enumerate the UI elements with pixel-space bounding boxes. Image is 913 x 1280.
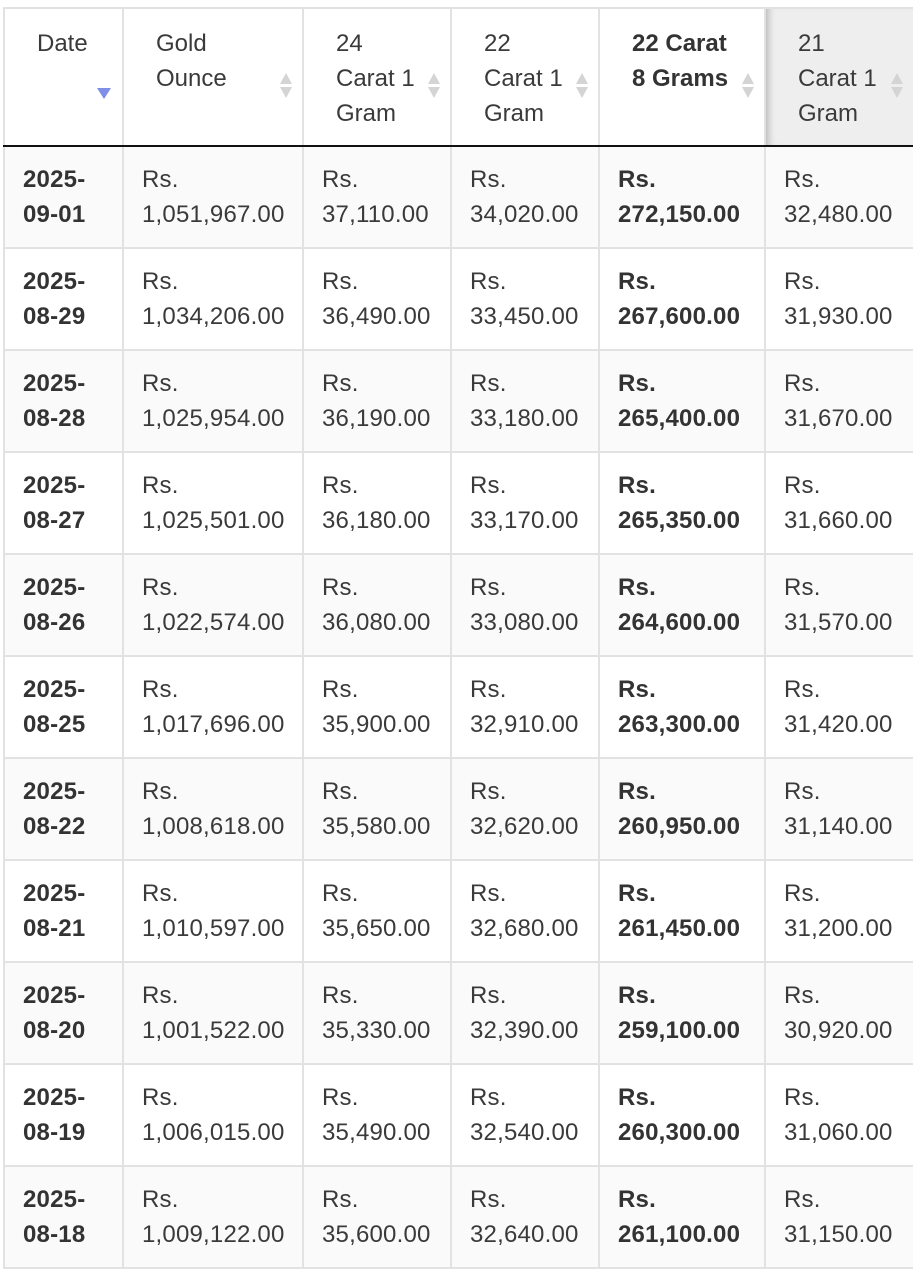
date-cell-line: 2025-	[23, 676, 86, 703]
date-cell	[4, 758, 123, 860]
column-header-label-line: Carat 1	[484, 65, 563, 92]
price-value: 35,600.00	[322, 1221, 431, 1248]
column-header-label-line: Date	[37, 30, 88, 57]
21-carat-cell	[765, 554, 913, 656]
22-carat-8-grams-cell	[599, 962, 765, 1064]
21-carat-cell	[765, 452, 913, 554]
column-header-label-line: Gram	[798, 100, 858, 127]
price-value: 37,110.00	[322, 201, 429, 228]
24-carat-cell	[303, 350, 451, 452]
price-value: 32,680.00	[470, 915, 579, 942]
price-value: 31,200.00	[784, 915, 893, 942]
gold-ounce-cell	[123, 350, 303, 452]
currency-label: Rs.	[322, 268, 359, 295]
currency-label: Rs.	[784, 370, 821, 397]
price-value: 31,060.00	[784, 1119, 893, 1146]
column-header-label	[484, 26, 582, 131]
gold-ounce-cell	[123, 860, 303, 962]
date-cell-line: 08-21	[23, 915, 86, 942]
price-value: 32,480.00	[784, 201, 893, 228]
table-row	[4, 656, 913, 758]
22-carat-8-grams-cell	[599, 656, 765, 758]
price-value: 33,170.00	[470, 507, 579, 534]
price-value: 265,400.00	[618, 405, 741, 432]
date-cell-line: 08-22	[23, 813, 86, 840]
sort-down-arrow-icon	[280, 87, 292, 98]
sort-down-arrow-icon	[742, 87, 754, 98]
21-carat-cell	[765, 248, 913, 350]
sort-both-icon[interactable]	[742, 71, 754, 101]
column-header-label	[336, 26, 434, 131]
currency-label: Rs.	[142, 268, 179, 295]
date-cell-line: 08-27	[23, 507, 86, 534]
date-cell	[4, 350, 123, 452]
gold-ounce-cell	[123, 452, 303, 554]
table-row	[4, 350, 913, 452]
21-carat-cell	[765, 962, 913, 1064]
currency-label: Rs.	[142, 982, 179, 1009]
currency-label: Rs.	[784, 268, 821, 295]
22-carat-8-grams-cell	[599, 146, 765, 248]
22-carat-cell	[451, 452, 599, 554]
price-value: 36,080.00	[322, 609, 431, 636]
currency-label: Rs.	[618, 472, 656, 499]
currency-label: Rs.	[142, 778, 179, 805]
gold-ounce-cell	[123, 758, 303, 860]
sort-both-icon[interactable]	[576, 71, 588, 101]
21-carat-cell	[765, 860, 913, 962]
currency-label: Rs.	[142, 166, 179, 193]
currency-label: Rs.	[618, 370, 656, 397]
date-cell-line: 2025-	[23, 982, 86, 1009]
header-row	[4, 8, 913, 146]
24-carat-cell	[303, 962, 451, 1064]
22-carat-8-grams-cell	[599, 860, 765, 962]
currency-label: Rs.	[142, 370, 179, 397]
column-header-label-line: Carat 1	[798, 65, 877, 92]
table-row	[4, 1166, 913, 1268]
currency-label: Rs.	[784, 472, 821, 499]
sort-up-arrow-icon	[742, 73, 754, 84]
column-header-label-line: Ounce	[156, 65, 227, 92]
price-value: 35,580.00	[322, 813, 431, 840]
sort-down-arrow-icon	[428, 87, 440, 98]
price-value: 272,150.00	[618, 201, 741, 228]
price-value: 33,080.00	[470, 609, 579, 636]
price-value: 260,950.00	[618, 813, 741, 840]
price-value: 35,490.00	[322, 1119, 431, 1146]
currency-label: Rs.	[470, 676, 507, 703]
date-cell-line: 08-29	[23, 303, 86, 330]
price-value: 31,420.00	[784, 711, 893, 738]
21-carat-cell	[765, 656, 913, 758]
price-value: 31,150.00	[784, 1221, 893, 1248]
date-cell-line: 08-28	[23, 405, 86, 432]
21-carat-cell	[765, 146, 913, 248]
price-value: 32,620.00	[470, 813, 579, 840]
sort-up-arrow-icon	[428, 73, 440, 84]
currency-label: Rs.	[784, 166, 821, 193]
21-carat-cell	[765, 1166, 913, 1268]
column-header-21-carat-1-gram[interactable]	[765, 8, 913, 146]
column-header-24-carat-1-gram[interactable]	[303, 8, 451, 146]
date-cell-line: 08-18	[23, 1221, 86, 1248]
currency-label: Rs.	[322, 472, 359, 499]
price-value: 1,009,122.00	[142, 1221, 285, 1248]
24-carat-cell	[303, 248, 451, 350]
price-value: 259,100.00	[618, 1017, 741, 1044]
22-carat-8-grams-cell	[599, 248, 765, 350]
date-cell-line: 08-25	[23, 711, 86, 738]
gold-rates-table-container	[3, 7, 913, 1269]
column-header-gold-ounce[interactable]	[123, 8, 303, 146]
21-carat-cell	[765, 350, 913, 452]
price-value: 1,006,015.00	[142, 1119, 285, 1146]
currency-label: Rs.	[322, 166, 359, 193]
currency-label: Rs.	[470, 370, 507, 397]
price-value: 1,025,954.00	[142, 405, 285, 432]
price-value: 35,650.00	[322, 915, 431, 942]
24-carat-cell	[303, 452, 451, 554]
currency-label: Rs.	[470, 574, 507, 601]
price-value: 31,140.00	[784, 813, 893, 840]
currency-label: Rs.	[470, 166, 507, 193]
currency-label: Rs.	[470, 1186, 507, 1213]
date-cell	[4, 248, 123, 350]
sort-up-arrow-icon	[891, 73, 903, 84]
price-value: 31,930.00	[784, 303, 893, 330]
22-carat-8-grams-cell	[599, 1064, 765, 1166]
currency-label: Rs.	[618, 880, 656, 907]
price-value: 1,010,597.00	[142, 915, 285, 942]
date-cell	[4, 962, 123, 1064]
sort-up-arrow-icon	[576, 73, 588, 84]
currency-label: Rs.	[784, 574, 821, 601]
currency-label: Rs.	[470, 982, 507, 1009]
price-value: 31,660.00	[784, 507, 893, 534]
column-header-date[interactable]	[4, 8, 123, 146]
price-value: 36,490.00	[322, 303, 431, 330]
22-carat-8-grams-cell	[599, 554, 765, 656]
price-value: 1,025,501.00	[142, 507, 285, 534]
gold-ounce-cell	[123, 1166, 303, 1268]
24-carat-cell	[303, 146, 451, 248]
date-cell-line: 2025-	[23, 574, 86, 601]
price-value: 264,600.00	[618, 609, 741, 636]
date-cell-line: 2025-	[23, 268, 86, 295]
21-carat-cell	[765, 758, 913, 860]
currency-label: Rs.	[784, 982, 821, 1009]
table-row	[4, 1064, 913, 1166]
sort-down-arrow-icon	[576, 87, 588, 98]
column-header-label	[798, 26, 897, 131]
currency-label: Rs.	[784, 880, 821, 907]
sort-both-icon[interactable]	[280, 71, 292, 101]
date-cell-line: 2025-	[23, 1084, 86, 1111]
sort-up-arrow-icon	[280, 73, 292, 84]
date-cell	[4, 554, 123, 656]
date-cell	[4, 146, 123, 248]
date-cell-line: 08-26	[23, 609, 86, 636]
gold-ounce-cell	[123, 962, 303, 1064]
price-value: 30,920.00	[784, 1017, 893, 1044]
currency-label: Rs.	[618, 166, 656, 193]
price-value: 1,008,618.00	[142, 813, 285, 840]
price-value: 32,640.00	[470, 1221, 579, 1248]
price-value: 260,300.00	[618, 1119, 741, 1146]
table-row	[4, 962, 913, 1064]
date-cell	[4, 860, 123, 962]
price-value: 31,670.00	[784, 405, 893, 432]
price-value: 261,450.00	[618, 915, 741, 942]
24-carat-cell	[303, 554, 451, 656]
24-carat-cell	[303, 1064, 451, 1166]
22-carat-8-grams-cell	[599, 758, 765, 860]
sort-both-icon[interactable]	[428, 71, 440, 101]
22-carat-cell	[451, 554, 599, 656]
24-carat-cell	[303, 1166, 451, 1268]
currency-label: Rs.	[618, 1084, 656, 1111]
22-carat-cell	[451, 146, 599, 248]
date-cell-line: 08-20	[23, 1017, 86, 1044]
22-carat-cell	[451, 962, 599, 1064]
table-row	[4, 554, 913, 656]
currency-label: Rs.	[322, 1084, 359, 1111]
table-row	[4, 860, 913, 962]
21-carat-cell	[765, 1064, 913, 1166]
price-value: 33,180.00	[470, 405, 579, 432]
gold-ounce-cell	[123, 248, 303, 350]
currency-label: Rs.	[618, 778, 656, 805]
column-header-label-line: 8 Grams	[632, 65, 729, 92]
column-header-label-line: Gram	[336, 100, 396, 127]
currency-label: Rs.	[470, 472, 507, 499]
currency-label: Rs.	[322, 676, 359, 703]
date-cell-line: 2025-	[23, 166, 86, 193]
column-header-label-line: Gram	[484, 100, 544, 127]
date-cell	[4, 1064, 123, 1166]
currency-label: Rs.	[618, 574, 656, 601]
currency-label: Rs.	[784, 1084, 821, 1111]
date-cell-line: 08-19	[23, 1119, 86, 1146]
date-cell-line: 2025-	[23, 472, 86, 499]
gold-ounce-cell	[123, 554, 303, 656]
price-value: 1,001,522.00	[142, 1017, 285, 1044]
price-value: 31,570.00	[784, 609, 893, 636]
currency-label: Rs.	[322, 574, 359, 601]
22-carat-cell	[451, 656, 599, 758]
column-header-22-carat-8-grams[interactable]	[599, 8, 765, 146]
22-carat-8-grams-cell	[599, 452, 765, 554]
table-row	[4, 452, 913, 554]
24-carat-cell	[303, 860, 451, 962]
currency-label: Rs.	[322, 1186, 359, 1213]
22-carat-cell	[451, 758, 599, 860]
price-value: 267,600.00	[618, 303, 741, 330]
currency-label: Rs.	[142, 574, 179, 601]
price-value: 36,190.00	[322, 405, 431, 432]
price-value: 32,390.00	[470, 1017, 579, 1044]
currency-label: Rs.	[142, 676, 179, 703]
gold-ounce-cell	[123, 146, 303, 248]
date-cell	[4, 1166, 123, 1268]
date-cell-line: 09-01	[23, 201, 86, 228]
price-value: 34,020.00	[470, 201, 579, 228]
sort-both-icon[interactable]	[891, 71, 903, 101]
currency-label: Rs.	[784, 1186, 821, 1213]
currency-label: Rs.	[142, 1186, 179, 1213]
gold-rates-table	[3, 7, 913, 1269]
22-carat-cell	[451, 350, 599, 452]
column-header-label-line: Gold	[156, 30, 207, 57]
currency-label: Rs.	[142, 472, 179, 499]
22-carat-8-grams-cell	[599, 1166, 765, 1268]
column-header-label-line: 22 Carat	[632, 30, 727, 57]
sort-down-arrow-icon	[891, 87, 903, 98]
price-value: 1,051,967.00	[142, 201, 285, 228]
column-header-label-line: 21	[798, 30, 825, 57]
22-carat-8-grams-cell	[599, 350, 765, 452]
price-value: 32,540.00	[470, 1119, 579, 1146]
price-value: 35,900.00	[322, 711, 431, 738]
gold-ounce-cell	[123, 656, 303, 758]
price-value: 35,330.00	[322, 1017, 431, 1044]
price-value: 1,017,696.00	[142, 711, 285, 738]
column-header-label	[632, 26, 748, 96]
currency-label: Rs.	[142, 880, 179, 907]
24-carat-cell	[303, 656, 451, 758]
22-carat-cell	[451, 248, 599, 350]
currency-label: Rs.	[618, 268, 656, 295]
currency-label: Rs.	[618, 982, 656, 1009]
date-cell-line: 2025-	[23, 880, 86, 907]
date-cell-line: 2025-	[23, 370, 86, 397]
price-value: 32,910.00	[470, 711, 579, 738]
22-carat-cell	[451, 860, 599, 962]
22-carat-cell	[451, 1064, 599, 1166]
price-value: 36,180.00	[322, 507, 431, 534]
date-cell-line: 2025-	[23, 1186, 86, 1213]
currency-label: Rs.	[322, 370, 359, 397]
currency-label: Rs.	[784, 778, 821, 805]
currency-label: Rs.	[470, 778, 507, 805]
22-carat-cell	[451, 1166, 599, 1268]
currency-label: Rs.	[322, 982, 359, 1009]
currency-label: Rs.	[470, 1084, 507, 1111]
price-value: 263,300.00	[618, 711, 741, 738]
table-row	[4, 758, 913, 860]
currency-label: Rs.	[322, 880, 359, 907]
table-row	[4, 248, 913, 350]
price-value: 1,034,206.00	[142, 303, 285, 330]
table-body	[4, 146, 913, 1268]
gold-ounce-cell	[123, 1064, 303, 1166]
price-value: 1,022,574.00	[142, 609, 285, 636]
date-cell	[4, 452, 123, 554]
column-header-label-line: 24	[336, 30, 363, 57]
table-row	[4, 146, 913, 248]
sort-descending-icon[interactable]	[97, 88, 111, 99]
column-header-label-line: Carat 1	[336, 65, 415, 92]
currency-label: Rs.	[618, 1186, 656, 1213]
date-cell	[4, 656, 123, 758]
date-cell-line: 2025-	[23, 778, 86, 805]
24-carat-cell	[303, 758, 451, 860]
column-header-label	[37, 26, 106, 61]
column-header-label-line: 22	[484, 30, 511, 57]
currency-label: Rs.	[470, 268, 507, 295]
currency-label: Rs.	[784, 676, 821, 703]
currency-label: Rs.	[618, 676, 656, 703]
price-value: 261,100.00	[618, 1221, 741, 1248]
currency-label: Rs.	[470, 880, 507, 907]
price-value: 265,350.00	[618, 507, 741, 534]
price-value: 33,450.00	[470, 303, 579, 330]
column-header-label	[156, 26, 286, 96]
column-header-22-carat-1-gram[interactable]	[451, 8, 599, 146]
currency-label: Rs.	[322, 778, 359, 805]
currency-label: Rs.	[142, 1084, 179, 1111]
